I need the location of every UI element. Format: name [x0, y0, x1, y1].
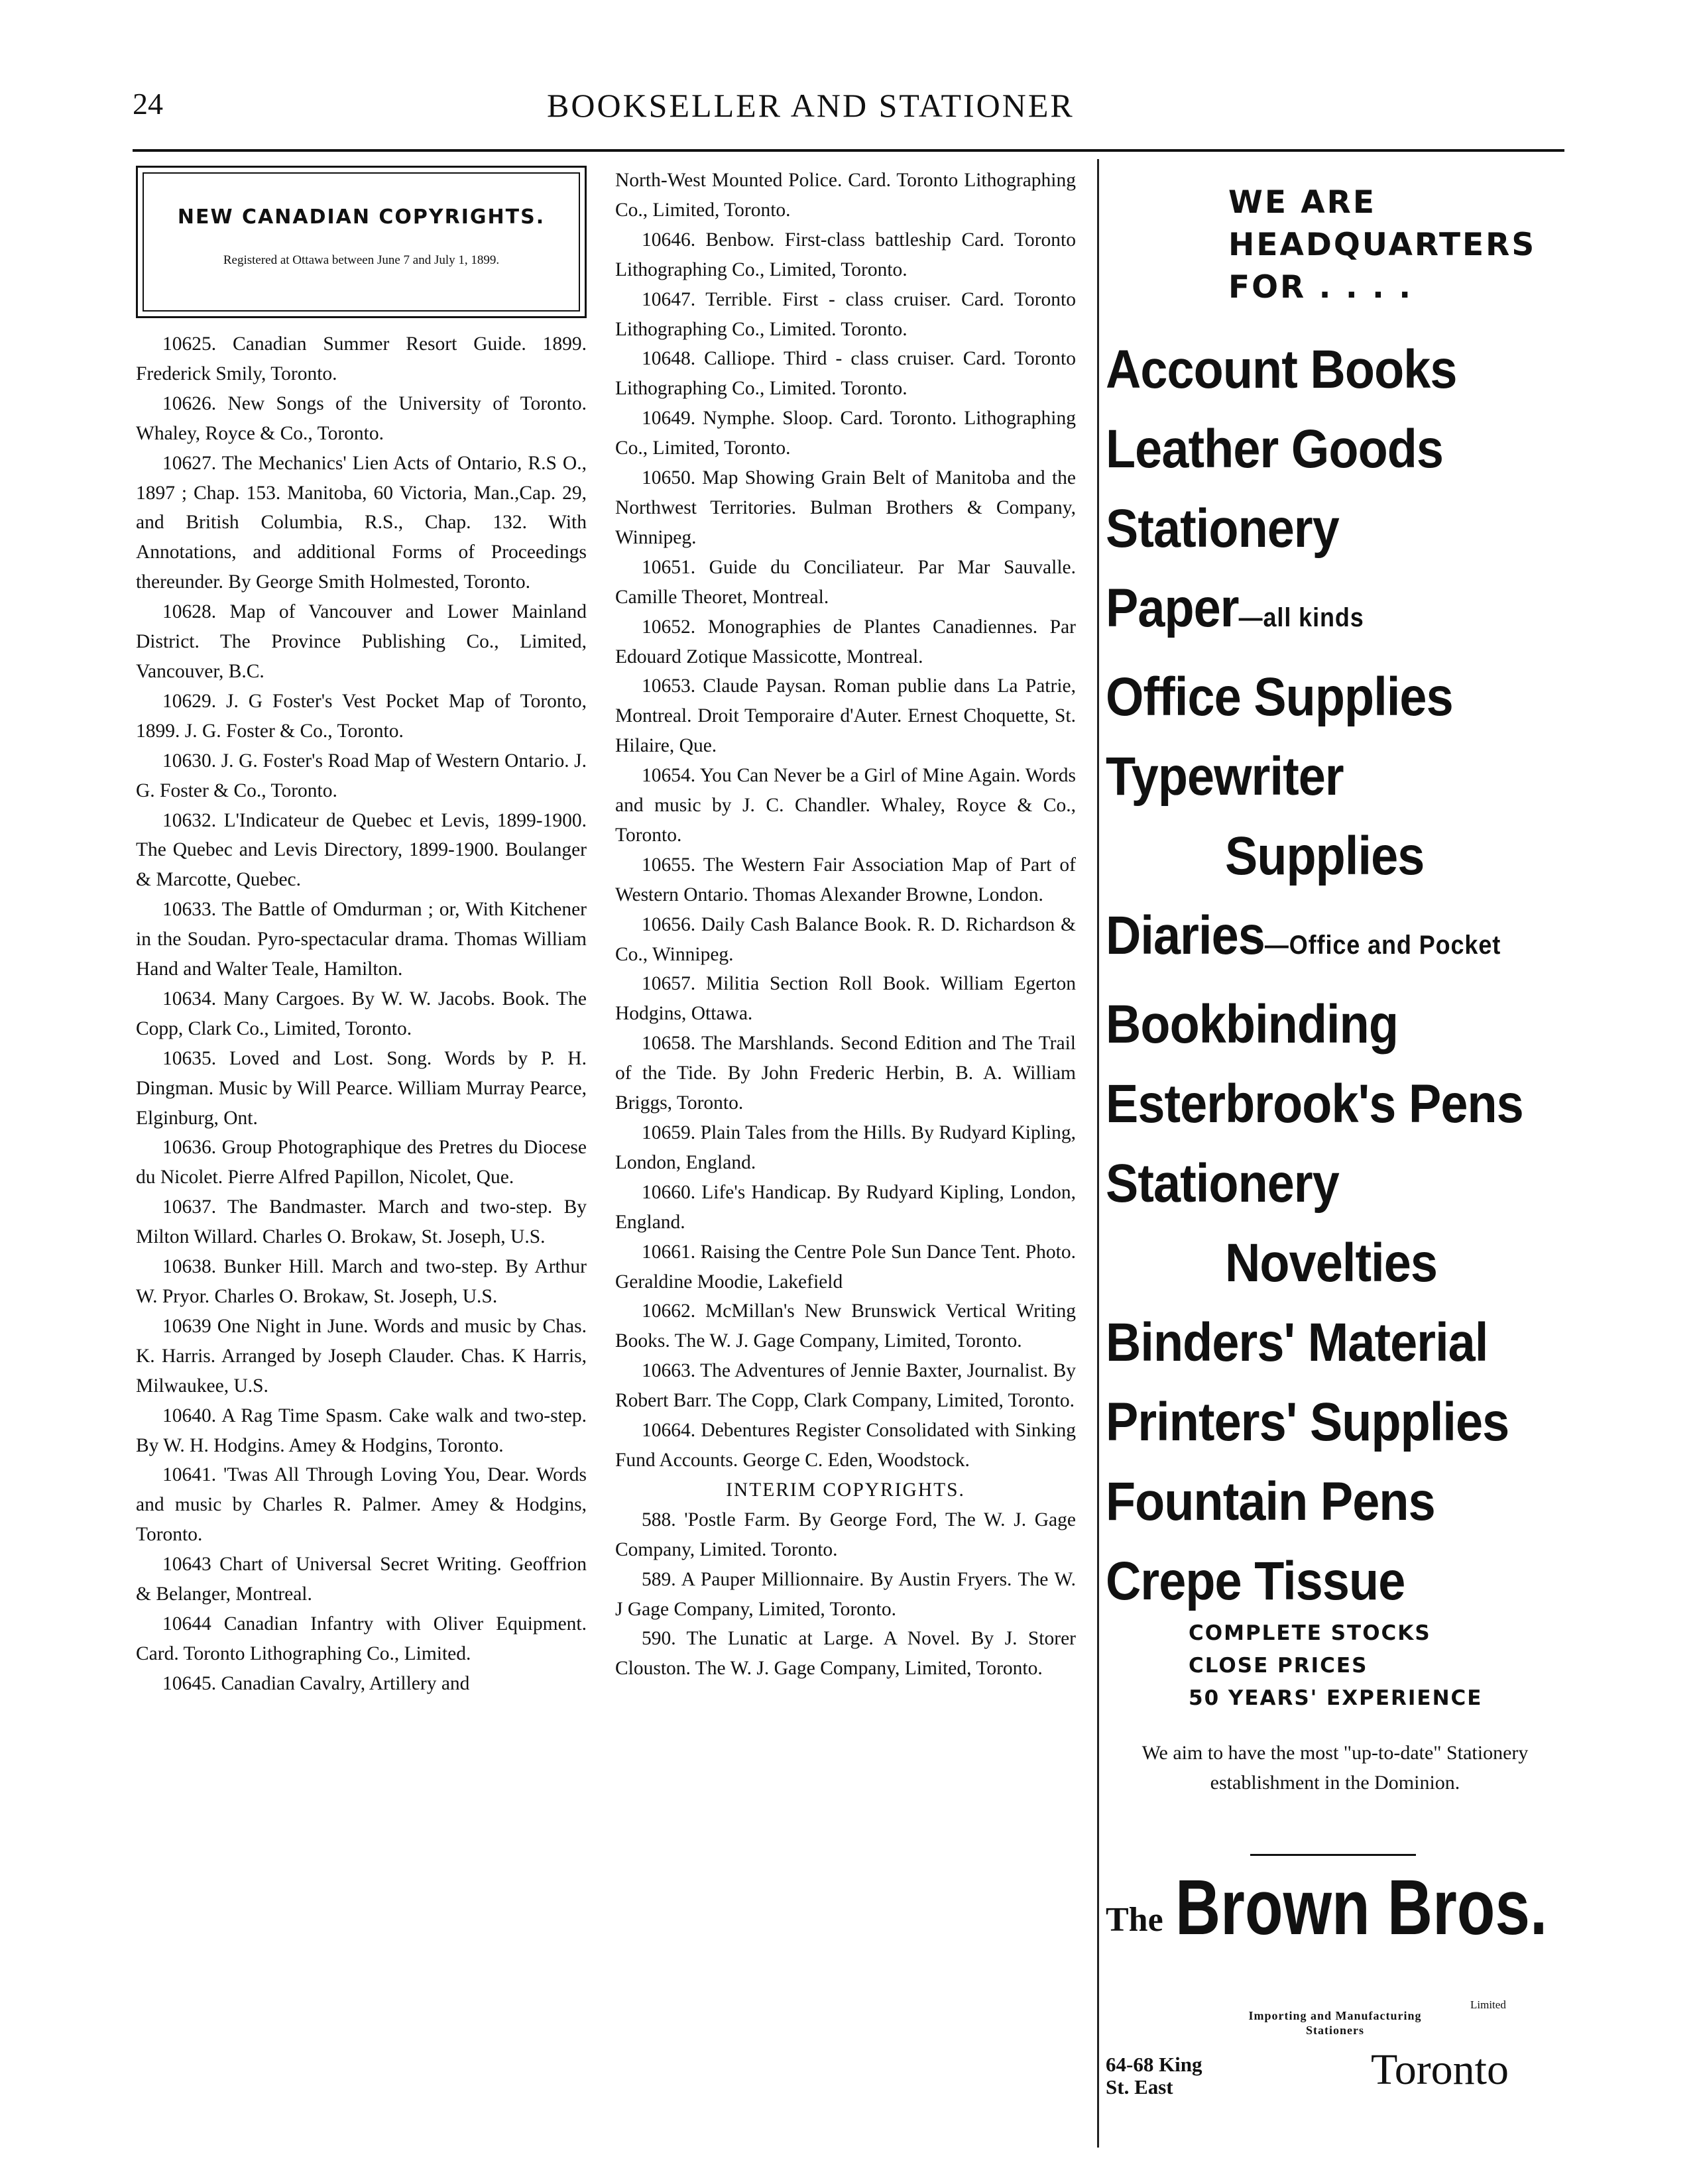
copyrights-subtitle: Registered at Ottawa between June 7 and July 1, 1899.: [223, 253, 500, 267]
entry-10652: 10652. Monographies de Plantes Canadiennes. Par Edouard Zotique Massicotte, Montreal.: [615, 616, 1076, 667]
entry-continued: North-West Mounted Police. Card. Toronto Lithographing Co., Limited, Toronto.: [615, 170, 1076, 221]
entry-10639: 10639 One Night in June. Words and music by Chas. K. Harris. Arranged by Joseph Clauder. Chas. K Harris, Milwaukee, U.S.: [136, 1315, 587, 1397]
ad-item-paper: Paper—all kinds: [1106, 578, 1364, 638]
column-2: [615, 166, 1076, 1684]
entry-10653: 10653. Claude Paysan. Roman publie dans La Patrie, Montreal. Droit Temporaire d'Auter. Ernest Choquette, St. Hilaire, Que.: [615, 675, 1076, 757]
entry-10663: 10663. The Adventures of Jennie Baxter, Journalist. By Robert Barr. The Copp, Clark Company, Limited, Toronto.: [615, 1360, 1076, 1412]
entry-10629: 10629. J. G Foster's Vest Pocket Map of Toronto, 1899. J. G. Foster & Co., Toronto.: [136, 690, 587, 742]
ad-item-leather-goods: Leather Goods: [1106, 419, 1444, 479]
interim-heading: INTERIM COPYRIGHTS.: [726, 1479, 965, 1501]
ad-stocks-line: COMPLETE STOCKS: [1189, 1621, 1431, 1645]
brand-the: The: [1106, 1901, 1163, 1939]
entry-10633: 10633. The Battle of Omdurman ; or, With Kitchener in the Soudan. Pyro-spectacular drama. Thomas William Hand and Walter Teale, Hamilton.: [136, 899, 587, 980]
ad-headline-line: WE ARE: [1228, 184, 1376, 221]
entry-10658: 10658. The Marshlands. Second Edition and The Trail of the Tide. By John Frederic Herbin, B. A. William Briggs, Toronto.: [615, 1033, 1076, 1114]
entry-10654: 10654. You Can Never be a Girl of Mine Again. Words and music by J. C. Chandler. Whaley, Royce & Co., Toronto.: [615, 765, 1076, 846]
brand-importing: Importing and Manufacturing: [1248, 2009, 1422, 2022]
entry-10637: 10637. The Bandmaster. March and two-step. By Milton Willard. Charles O. Brokaw, St. Joseph, U.S.: [136, 1196, 587, 1248]
entry-10659: 10659. Plain Tales from the Hills. By Rudyard Kipling, London, England.: [615, 1122, 1076, 1173]
ad-item-fountain-pens: Fountain Pens: [1106, 1471, 1435, 1532]
entry-10649: 10649. Nymphe. Sloop. Card. Toronto. Lithographing Co., Limited, Toronto.: [615, 408, 1076, 459]
brand-limited: Limited: [1470, 1998, 1506, 2011]
column-divider: [1097, 159, 1099, 2148]
copyrights-box-inner: [143, 172, 580, 312]
column-1: [136, 166, 587, 1699]
entry-10646: 10646. Benbow. First-class battleship Card. Toronto Lithographing Co., Limited, Toronto.: [615, 229, 1076, 280]
ad-items: [1106, 330, 1564, 1621]
entry-10644: 10644 Canadian Infantry with Oliver Equipment. Card. Toronto Lithographing Co., Limited.: [136, 1613, 587, 1664]
ad-item-supplies: Supplies: [1225, 826, 1425, 886]
entry-10625: 10625. Canadian Summer Resort Guide. 1899. Frederick Smily, Toronto.: [136, 333, 587, 384]
header-rule: [133, 149, 1564, 152]
entry-10661: 10661. Raising the Centre Pole Sun Dance Tent. Photo. Geraldine Moodie, Lakefield: [615, 1241, 1076, 1293]
entry-10635: 10635. Loved and Lost. Song. Words by P. H. Dingman. Music by Will Pearce. William Murray Pearce, Elginburg, Ont.: [136, 1047, 587, 1129]
ad-item-printers-supplies: Printers' Supplies: [1106, 1392, 1509, 1452]
ad-aim: We aim to have the most "up-to-date" Stationery establishment in the Dominion.: [1141, 1742, 1529, 1794]
ad-item-office-supplies: Office Supplies: [1106, 667, 1453, 727]
entry-10657: 10657. Militia Section Roll Book. William Egerton Hodgins, Ottawa.: [615, 973, 1076, 1025]
ad-headline: [1228, 182, 1536, 309]
ad-headline-line: HEADQUARTERS: [1228, 227, 1537, 263]
entry-10662: 10662. McMillan's New Brunswick Vertical Writing Books. The W. J. Gage Company, Limited, Toronto.: [615, 1300, 1076, 1352]
ad-short-rule: [1250, 1854, 1416, 1856]
ad-item-novelties: Novelties: [1225, 1233, 1438, 1293]
ad-item-binders-material: Binders' Material: [1106, 1312, 1488, 1373]
interim-entry-589: 589. A Pauper Millionnaire. By Austin Fryers. The W. J Gage Company, Limited, Toronto.: [615, 1568, 1076, 1620]
entry-10664: 10664. Debentures Register Consolidated with Sinking Fund Accounts. George C. Eden, Woodstock.: [615, 1420, 1076, 1471]
entry-10634: 10634. Many Cargoes. By W. W. Jacobs. Book. The Copp, Clark Co., Limited, Toronto.: [136, 988, 587, 1039]
ad-item-bookbinding: Bookbinding: [1106, 994, 1399, 1055]
brand-stationers: Stationers: [1306, 2024, 1364, 2037]
address-line: St. East: [1106, 2075, 1173, 2098]
brand-description: [1106, 2008, 1564, 2038]
entry-10627: 10627. The Mechanics' Lien Acts of Ontario, R.S O., 1897 ; Chap. 153. Manitoba, 60 Victoria, Man.,Cap. 29, and British Columbia, R.S., Chap. 132. With Annotations, and additional Forms of Proceedings thereunder. By George Smith Holmested, Toronto.: [136, 452, 587, 593]
interim-entry-588: 588. 'Postle Farm. By George Ford, The W. J. Gage Company, Limited. Toronto.: [615, 1509, 1076, 1560]
ad-item-typewriter: Typewriter: [1106, 746, 1344, 807]
ad-stocks: [1189, 1617, 1482, 1715]
entry-10638: 10638. Bunker Hill. March and two-step. By Arthur W. Pryor. Charles O. Brokaw, St. Joseph, U.S.: [136, 1256, 587, 1307]
running-title: BOOKSELLER AND STATIONER: [547, 87, 1075, 124]
ad-item-suffix: —Office and Pocket: [1264, 931, 1501, 960]
entry-10636: 10636. Group Photographique des Pretres du Diocese du Nicolet. Pierre Alfred Papillon, Nicolet, Que.: [136, 1137, 587, 1188]
entry-10647: 10647. Terrible. First - class cruiser. Card. Toronto Lithographing Co., Limited. Toronto.: [615, 288, 1076, 340]
brand-address: [1106, 2053, 1202, 2098]
entry-10648: 10648. Calliope. Third - class cruiser. Card. Toronto Lithographing Co., Limited. Toronto.: [615, 348, 1076, 400]
ad-item-stationery: Stationery: [1106, 498, 1339, 559]
entry-10628: 10628. Map of Vancouver and Lower Mainland District. The Province Publishing Co., Limited, Vancouver, B.C.: [136, 601, 587, 682]
entry-10626: 10626. New Songs of the University of Toronto. Whaley, Royce & Co., Toronto.: [136, 392, 587, 444]
entry-10651: 10651. Guide du Conciliateur. Par Mar Sauvalle. Camille Theoret, Montreal.: [615, 556, 1076, 608]
ad-item-suffix: —all kinds: [1238, 603, 1364, 632]
interim-entry-590: 590. The Lunatic at Large. A Novel. By J. Storer Clouston. The W. J. Gage Company, Limited, Toronto.: [615, 1628, 1076, 1680]
ad-item-diaries: Diaries—Office and Pocket: [1106, 905, 1501, 966]
brand-name: Brown Bros.: [1175, 1864, 1548, 1951]
ad-item-crepe-tissue: Crepe Tissue: [1106, 1551, 1405, 1611]
entry-10656: 10656. Daily Cash Balance Book. R. D. Richardson & Co., Winnipeg.: [615, 913, 1076, 965]
entry-10641: 10641. 'Twas All Through Loving You, Dear. Words and music by Charles R. Palmer. Amey & Hodgins, Toronto.: [136, 1464, 587, 1546]
entry-10660: 10660. Life's Handicap. By Rudyard Kipling, London, England.: [615, 1181, 1076, 1233]
address-line: 64-68 King: [1106, 2053, 1202, 2076]
entry-10645: 10645. Canadian Cavalry, Artillery and: [162, 1672, 470, 1694]
page-header: [133, 86, 1326, 133]
entry-10650: 10650. Map Showing Grain Belt of Manitoba and the Northwest Territories. Bulman Brothers & Company, Winnipeg.: [615, 467, 1076, 548]
entry-10655: 10655. The Western Fair Association Map of Part of Western Ontario. Thomas Alexander Browne, London.: [615, 854, 1076, 905]
ad-stocks-line: 50 YEARS' EXPERIENCE: [1189, 1686, 1483, 1710]
ad-headline-line: FOR . . . .: [1228, 269, 1413, 306]
entry-10630: 10630. J. G. Foster's Road Map of Western Ontario. J. G. Foster & Co., Toronto.: [136, 750, 587, 801]
ad-item-esterbrooks-pens: Esterbrook's Pens: [1106, 1074, 1523, 1134]
entry-10643: 10643 Chart of Universal Secret Writing. Geoffrion & Belanger, Montreal.: [136, 1554, 587, 1605]
ad-stocks-line: CLOSE PRICES: [1189, 1654, 1368, 1678]
copyrights-box: [136, 166, 587, 318]
page-number: 24: [133, 87, 163, 121]
entry-10632: 10632. L'Indicateur de Quebec et Levis, 1899-1900. The Quebec and Levis Directory, 1899-1900. Boulanger & Marcotte, Quebec.: [136, 809, 587, 891]
brand-city: Toronto: [1371, 2045, 1509, 2094]
ad-item-account-books: Account Books: [1106, 339, 1457, 400]
ad-item-stationery-2: Stationery: [1106, 1153, 1339, 1214]
copyrights-title: NEW CANADIAN COPYRIGHTS.: [177, 205, 546, 229]
entry-10640: 10640. A Rag Time Spasm. Cake walk and two-step. By W. H. Hodgins. Amey & Hodgins, Toronto.: [136, 1405, 587, 1456]
